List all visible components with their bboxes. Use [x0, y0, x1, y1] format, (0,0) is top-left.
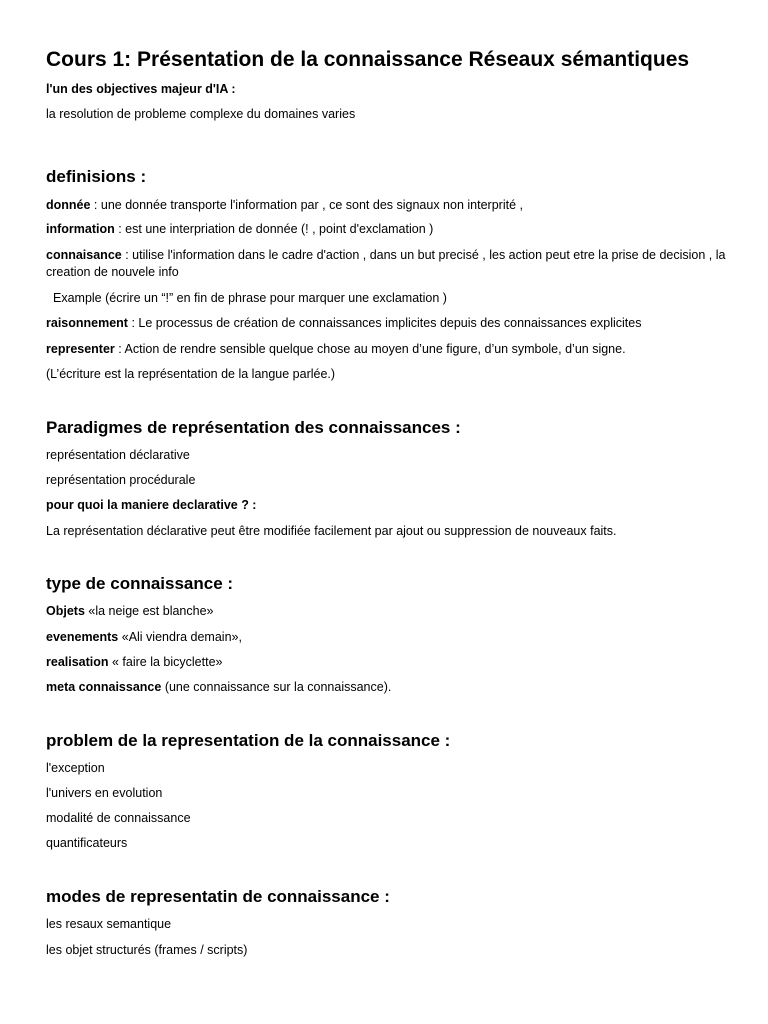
text-donnee: : une donnée transporte l'information par , ce sont des signaux non interprité , — [90, 198, 523, 212]
paradigmes-heading: Paradigmes de représentation des connaissances : — [46, 418, 461, 437]
intro-text: la resolution de probleme complexe du domaines varies — [46, 107, 356, 121]
definitions-heading: definisions : — [46, 167, 147, 186]
paradigme-answer: La représentation déclarative peut être modifiée facilement par ajout ou suppression de nouveaux faits. — [46, 524, 617, 538]
type-objets — [46, 603, 213, 619]
list-item: les resaux semantique — [46, 917, 172, 931]
paradigme-item-procedurale: représentation procédurale — [46, 473, 196, 487]
term-representer: representer — [46, 342, 115, 356]
term-raisonnement: raisonnement — [46, 316, 128, 330]
term-objets: Objets — [46, 604, 85, 618]
definition-donnee — [46, 197, 523, 213]
list-item: l'exception — [46, 761, 105, 775]
modes-heading: modes de representatin de connaissance : — [46, 887, 390, 906]
paradigme-question: pour quoi la maniere declarative ? : — [46, 498, 257, 512]
term-meta: meta connaissance — [46, 680, 162, 694]
list-item: les objet structurés (frames / scripts) — [46, 943, 248, 957]
text-meta: (une connaissance sur la connaissance). — [161, 680, 392, 694]
type-realisation — [46, 654, 222, 670]
term-information: information — [46, 222, 115, 236]
types-heading: type de connaissance : — [46, 574, 234, 593]
definition-raisonnement — [46, 315, 641, 331]
definition-representer — [46, 341, 626, 357]
problem-heading: problem de la representation de la connaissance : — [46, 731, 451, 750]
list-item: quantificateurs — [46, 836, 128, 850]
text-objets: «la neige est blanche» — [84, 604, 214, 618]
type-meta — [46, 679, 391, 695]
definition-example: Example (écrire un “!” en fin de phrase pour marquer une exclamation ) — [53, 291, 447, 305]
definition-connaisance — [46, 247, 736, 281]
page-title: Cours 1: Présentation de la connaissance Réseaux sémantiques — [46, 48, 690, 71]
text-raisonnement: : Le processus de création de connaissances implicites depuis des connaissances explicites — [127, 316, 642, 330]
term-realisation: realisation — [46, 655, 109, 669]
text-connaisance: : utilise l'information dans le cadre d'action , dans un but precisé , les action peut etre la prise de decision , la creation de nouvele info — [46, 248, 726, 279]
list-item: l'univers en evolution — [46, 786, 163, 800]
type-evenements — [46, 629, 242, 645]
term-connaisance: connaisance — [46, 248, 122, 262]
text-information: : est une interpriation de donnée (! , point d'exclamation ) — [114, 222, 434, 236]
paradigme-item-declarative: représentation déclarative — [46, 448, 190, 462]
text-evenements: «Ali viendra demain», — [118, 630, 242, 644]
term-donnee: donnée — [46, 198, 91, 212]
text-representer: : Action de rendre sensible quelque chose au moyen d’une figure, d’un symbole, d’un signe. — [114, 342, 626, 356]
definition-information — [46, 221, 433, 237]
list-item: modalité de connaissance — [46, 811, 191, 825]
term-evenements: evenements — [46, 630, 119, 644]
intro-heading: l'un des objectives majeur d'IA : — [46, 82, 236, 96]
definition-note: (L’écriture est la représentation de la langue parlée.) — [46, 367, 336, 381]
text-realisation: « faire la bicyclette» — [108, 655, 223, 669]
